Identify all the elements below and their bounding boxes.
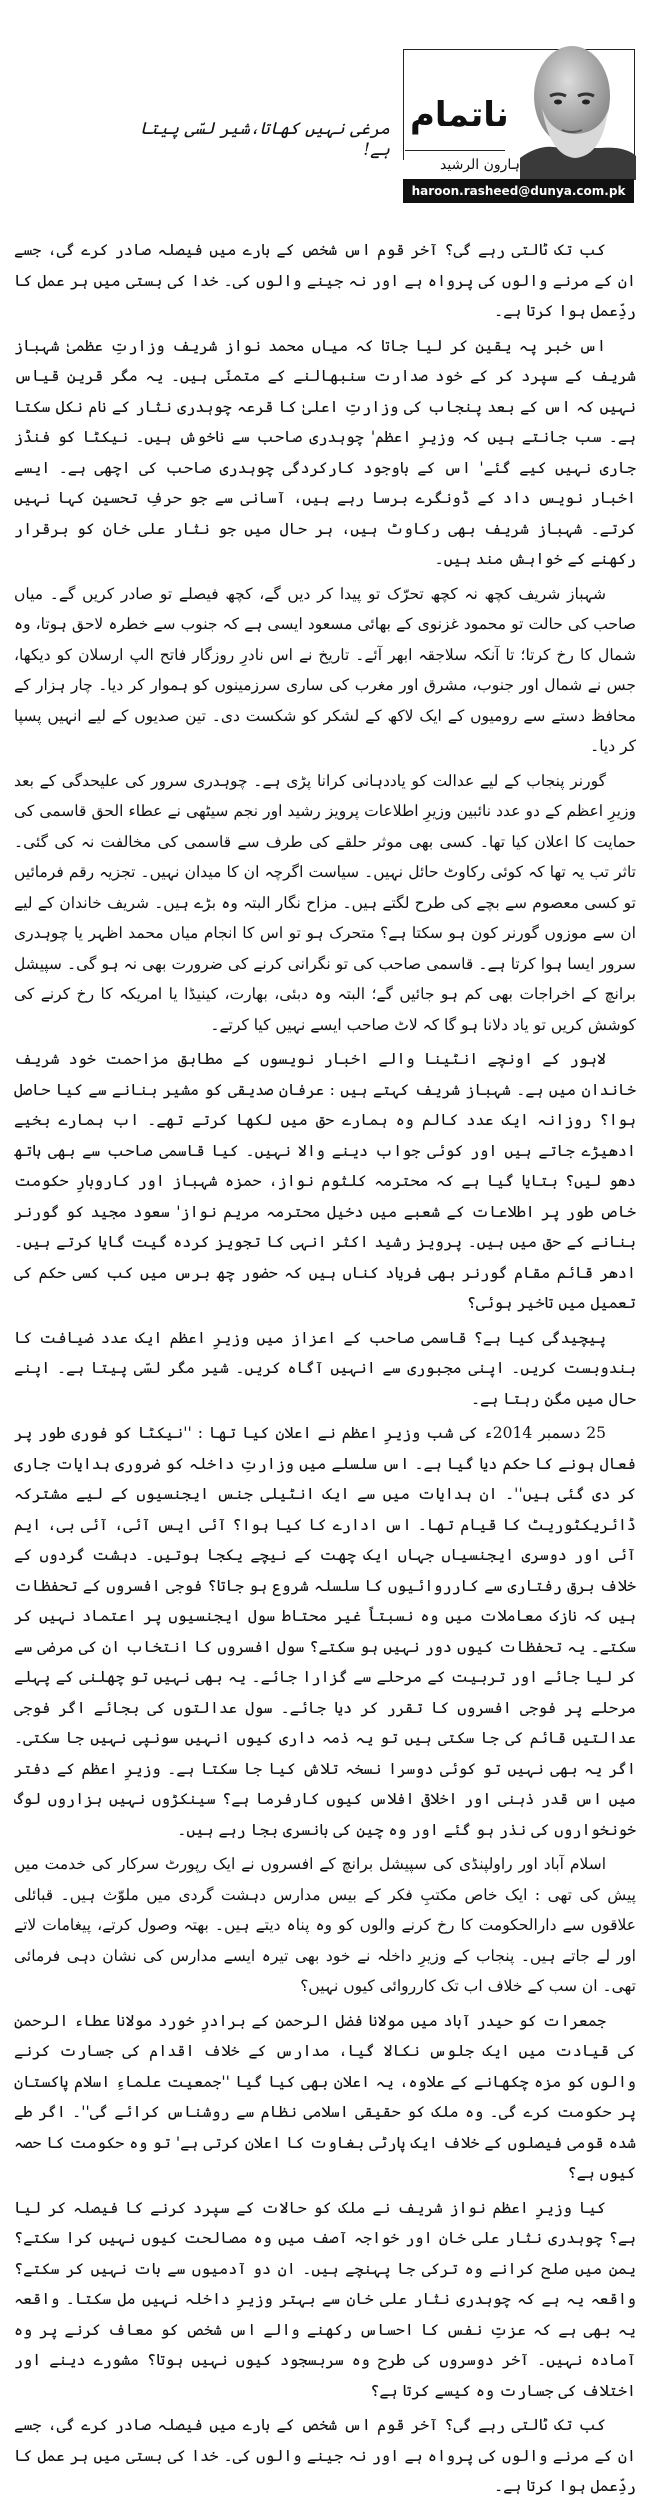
paragraph: گورنر پنجاب کے لیے عدالت کو یاددہانی کرانا پڑی ہے۔ چوہدری سرور کی علیحدگی کے بعد وزیرِ اعظم کے دو عدد نائبین وزیرِ اطلاعات پرویز رشید اور نجم سیٹھی نے عطاء الحق قاسمی کی حمایت کا اعلان کیا تھا۔ کسی بھی موثر حلقے کی طرف سے قاسمی کی مخالفت نہ کی گئی۔ تاثر تب یہ تھا کہ کوئی رکاوٹ حائل نہیں۔ سیاست اگرچہ ان کا میدان نہیں۔ تجزیہ رقم فرمائیں تو کسی معصوم سے بچے کی طرح لگتے ہیں۔ مزاح نگار البتہ وہ بڑے ہیں۔ شریف خاندان کے لیے ان سے موزوں گورنر کون ہو سکتا ہے؟ متحرک ہو تو اس کا انجام میاں محمد اظہر یا چوہدری سرور ایسا ہوا کرتا ہے۔ قاسمی صاحب کی تو نگرانی کرنے کی ضرورت بھی نہ ہو گی۔ سپیشل برانچ کے اخراجات بھی کم ہو جائیں گے؛ البتہ وہ دبئی، بھارت، کینیڈا یا امریکہ کا رخ کرنے کی کوشش کریں تو یاد دلانا ہو گا کہ لاٹ صاحب ایسے نہیں کیا کرتے۔ [14,771,636,1034]
paragraph: جمعرات کو حیدر آباد میں مولانا فضل الرحمن کے برادرِ خورد مولانا عطاء الرحمن کی قیادت میں ایک جلوس نکالا گیا، مدارس کے خلاف اقدام کی جسارت کرنے والوں کو مزہ چکھانے کے علاوہ، یہ اعلان بھی کیا گیا ''جمعیت علماءِ اسلام پاکستان پر حکومت کرے گی۔ وہ ملک کو حقیقی اسلامی نظام سے روشناس کرائے گی''۔ اگر طے شدہ قومی فیصلوں کے خلاف ایک پارٹی بغاوت کا اعلان کرتی ہے' تو وہ حکومت کا حصہ کیوں ہے؟ [14,2011,636,2182]
paragraph: کب تک ٹالتی رہے گی؟ آخر قوم اس شخص کے بارے میں فیصلہ صادر کرے گی، جسے ان کے مرنے والوں کی پرواہ ہے اور نہ جینے والوں کی۔ خدا کی بستی میں ہر عمل کا ردِّعمل ہوا کرتا ہے۔ [14,2416,636,2495]
paragraph: اس خبر پہ یقین کر لیا جاتا کہ میاں محمد نواز شریف وزارتِ عظمیٰ شہباز شریف کے سپرد کر کے خود صدارت سنبھالنے کے متمنّی ہیں۔ یہ مگر قرینِ قیاس نہیں کہ اس کے بعد پنجاب کی وزارتِ اعلیٰ کا قرعہ چوہدری نثار کے نام نکل سکتا ہے۔ سب جانتے ہیں کہ وزیرِ اعظم' چوہدری صاحب سے ناخوش ہیں۔ نیکٹا کو فنڈز جاری نہیں کیے گئے' اس کے باوجود کارکردگی چوہدری صاحب کی اچھی ہے۔ ایسے اخبار نویس داد کے ڈونگرے برسا رہے ہیں، آسانی سے جو حرفِ تحسین کہا نہیں کرتے۔ شہباز شریف بھی رکاوٹ ہیں، ہر حال میں جو نثار علی خان کو برقرار رکھنے کے خواہش مند ہیں۔ [14,336,636,568]
paragraph: اسلام آباد اور راولپنڈی کی سپیشل برانچ کے افسروں نے ایک رپورٹ سرکار کی خدمت میں پیش کی تھی : ایک خاص مکتبِ فکر کے بیس مدارس دہشت گردی میں ملوّث ہیں۔ قبائلی علاقوں سے دارالحکومت کا رخ کرنے والوں کو وہ پناہ دیتے ہیں۔ بھتہ وصول کرتے، پیغامات لاتے اور لے جاتے ہیں۔ پنجاب کے وزیرِ داخلہ نے خود بھی تیرہ ایسے مدارس کی نشان دہی فرمائی تھی۔ ان سب کے خلاف اب تک کارروائی کیوں نہیں؟ [14,1855,636,1995]
author-name: ہارون الرشید [440,157,520,173]
article-headline: مرغی نہیں کھاتا،شیر لسّی پیتا ہے! [139,119,390,160]
author-portrait [520,38,636,180]
title-divider [405,150,505,151]
paragraph: کب تک ٹالتی رہے گی؟ آخر قوم اس شخص کے بارے میں فیصلہ صادر کرے گی، جسے ان کے مرنے والوں کی پرواہ ہے اور نہ جینے والوں کی۔ خدا کی بستی میں ہر عمل کا ردِّعمل ہوا کرتا ہے۔ [14,241,636,320]
portrait-illustration [520,38,636,180]
paragraph: 25 دسمبر 2014ء کی شب وزیرِ اعظم نے اعلان کیا تھا : ''نیکٹا کو فوری طور پر فعال ہونے کا حکم دیا گیا ہے۔ اس سلسلے میں وزارتِ داخلہ کو ضروری ہدایات جاری کر دی گئی ہیں''۔ ان ہدایات میں سے ایک انٹیلی جنس ایجنسیوں کے لیے مشترکہ ڈائریکٹوریٹ کا قیام تھا۔ اس ادارے کا کیا ہوا؟ آئی ایس آئی، آئی بی، ایم آئی اور دوسری ایجنسیاں جہاں ایک چھت کے نیچے یکجا ہوتیں۔ دہشت گردوں کے خلاف برق رفتاری سے کارروائیوں کا سلسلہ شروع ہو جاتا؟ فوجی افسروں کے تحفظات ہیں کہ نازک معاملات میں وہ نسبتاً غیر محتاط سول ایجنسیوں پر اعتماد نہیں کر سکتے۔ یہ تحفظات کیوں دور نہیں ہو سکتے؟ سول افسروں کا انتخاب ان کی مرضی سے کر لیا جائے اور تربیت کے مرحلے سے گزارا جائے۔ یہ بھی نہیں تو چھلنی کے پہلے مرحلے پر فوجی افسروں کا تقرر کر دیا جائے۔ سول عدالتوں کی بجائے اگر فوجی عدالتیں قائم کی جا سکتی ہیں تو یہ ذمہ داری کیوں انہیں سونپی نہیں جا سکتی۔ اگر یہ بھی نہیں تو کوئی دوسرا نسخہ تلاش کیا جا سکتا ہے۔ وزیرِ اعظم کے دفتر میں اس قدر ذہنی اور اخلاقی افلاس کیوں کارفرما ہے؟ سینکڑوں نہیں ہزاروں لوگ خونخواروں کی نذر ہو گئے اور وہ چین کی بانسری بجا رہے ہیں۔ [14,1424,636,1839]
paragraph: کیا وزیرِ اعظم نواز شریف نے ملک کو حالات کے سپرد کرنے کا فیصلہ کر لیا ہے؟ چوہدری نثار علی خان اور خواجہ آصف میں وہ مصالحت کیوں نہیں کرا سکتے؟ یمن میں صلح کرانے وہ ترکی جا پہنچے ہیں۔ ان دو آدمیوں سے بات نہیں کر سکتے؟ واقعہ یہ ہے کہ چوہدری نثار علی خان سے بہتر وزیرِ داخلہ نہیں مل سکتا۔ واقعہ یہ بھی ہے کہ عزتِ نفس کا احساس رکھنے والے اس شخص کو معاف کرنے پر وہ آمادہ نہیں۔ آخر دوسروں کی طرح وہ سربسجود کیوں نہیں ہوتا؟ مشورے دینے اور اختلاف کی جسارت وہ کیسے کرتا ہے؟ [14,2198,636,2400]
paragraph: شہباز شریف کچھ نہ کچھ تحرّک تو پیدا کر دیں گے، کچھ فیصلے تو صادر کریں گے۔ میاں صاحب کی حالت تو محمود غزنوی کے بھائی مسعود ایسی ہے کہ جنوب سے خطرہ لاحق ہوتا، وہ شمال کا رخ کرتا؛ تا آنکہ سلاجقہ ابھر آئے۔ تاریخ نے اس نادرِ روزگار فاتح الپ ارسلان کو دیکھا، جس نے شمال اور جنوب، مشرق اور مغرب کی ساری سرزمینوں کو ہموار کر دیا۔ چار ہزار کے محافظ دستے سے رومیوں کے ایک لاکھ کے لشکر کو شکست دی۔ تین صدیوں کے لیے انہیں پسپا کر دیا۔ [14,584,636,755]
paragraph: لاہور کے اونچے انٹینا والے اخبار نویسوں کے مطابق مزاحمت خود شریف خاندان میں ہے۔ شہباز شریف کہتے ہیں : عرفان صدیقی کو مشیر بنانے سے کیا حاصل ہوا؟ روزانہ ایک عدد کالم وہ ہمارے حق میں لکھا کرتے تھے۔ اب ہمارے بخیے ادھیڑے جاتے ہیں اور کوئی جواب دینے والا نہیں۔ کیا قاسمی صاحب سے بھی ہاتھ دھو لیں؟ بتایا گیا ہے کہ محترمہ کلثوم نواز، حمزہ شہباز اور کاروبارِ حکومت خاص طور پر اطلاعات کے شعبے میں دخیل محترمہ مریم نواز' سعود مجید کو گورنر بنانے کے حق میں ہیں۔ پرویز رشید اکثر انہی کا تجویز کردہ گیت گایا کرتے ہیں۔ ادھر قائم مقام گورنر بھی فریاد کناں ہیں کہ حضور چھ برس میں کب کسی حکم کی تعمیل میں تاخیر ہوئی؟ [14,1050,636,1312]
paragraph: پیچیدگی کیا ہے؟ قاسمی صاحب کے اعزاز میں وزیرِ اعظم ایک عدد ضیافت کا بندوبست کریں۔ اپنی مجبوری سے انہیں آگاہ کریں۔ شیر مگر لسّی پیتا ہے۔ اپنے حال میں مگن رہتا ہے۔ [14,1328,636,1408]
author-email: haroon.rasheed@dunya.com.pk [403,179,634,203]
article-body [14,235,636,2506]
column-title: ناتمام [410,95,509,135]
